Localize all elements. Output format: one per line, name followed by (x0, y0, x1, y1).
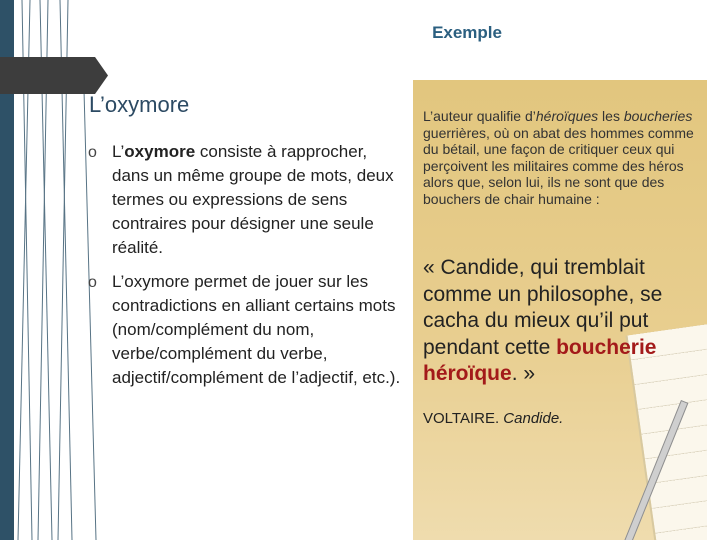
bullet-text: L’oxymore permet de jouer sur les contradictions en alliant certains mots (nom/complément du nom, verbe/complément du verbe, adjectif/complément de l’adjectif, etc.). (112, 272, 401, 387)
bullet-item-usage (88, 270, 406, 390)
title-tab-shape (0, 57, 108, 94)
example-intro: L’auteur qualifie d’héroïques les boucheries guerrières, où on abat des hommes comme du bétail, une façon de critiquer ceux qui perçoivent les militaires comme des héros alors que, selon lui, ils ne sont que des bouchers de chair humaine : (423, 108, 694, 207)
bullet-keyword: oxymore (124, 142, 196, 161)
example-quote: « Candide, qui tremblait comme un philosophe, se cacha du mieux qu’il put pendant cette boucherie héroïque. » (423, 256, 663, 385)
section-title: L’oxymore (89, 92, 190, 117)
slide-heading: Exemple (432, 23, 502, 42)
bullet-marker: o (88, 274, 97, 291)
bullet-item-definition (88, 140, 406, 260)
quote-source: VOLTAIRE. Candide. (423, 410, 564, 427)
bullet-marker: o (88, 144, 97, 161)
example-panel (413, 80, 707, 540)
bullet-text: L’oxymore consiste à rapprocher, dans un même groupe de mots, deux termes ou expressions de sens contraires pour désigner une seule réalité. (112, 142, 394, 257)
highlighted-oxymore: boucherie héroïque (423, 335, 657, 385)
